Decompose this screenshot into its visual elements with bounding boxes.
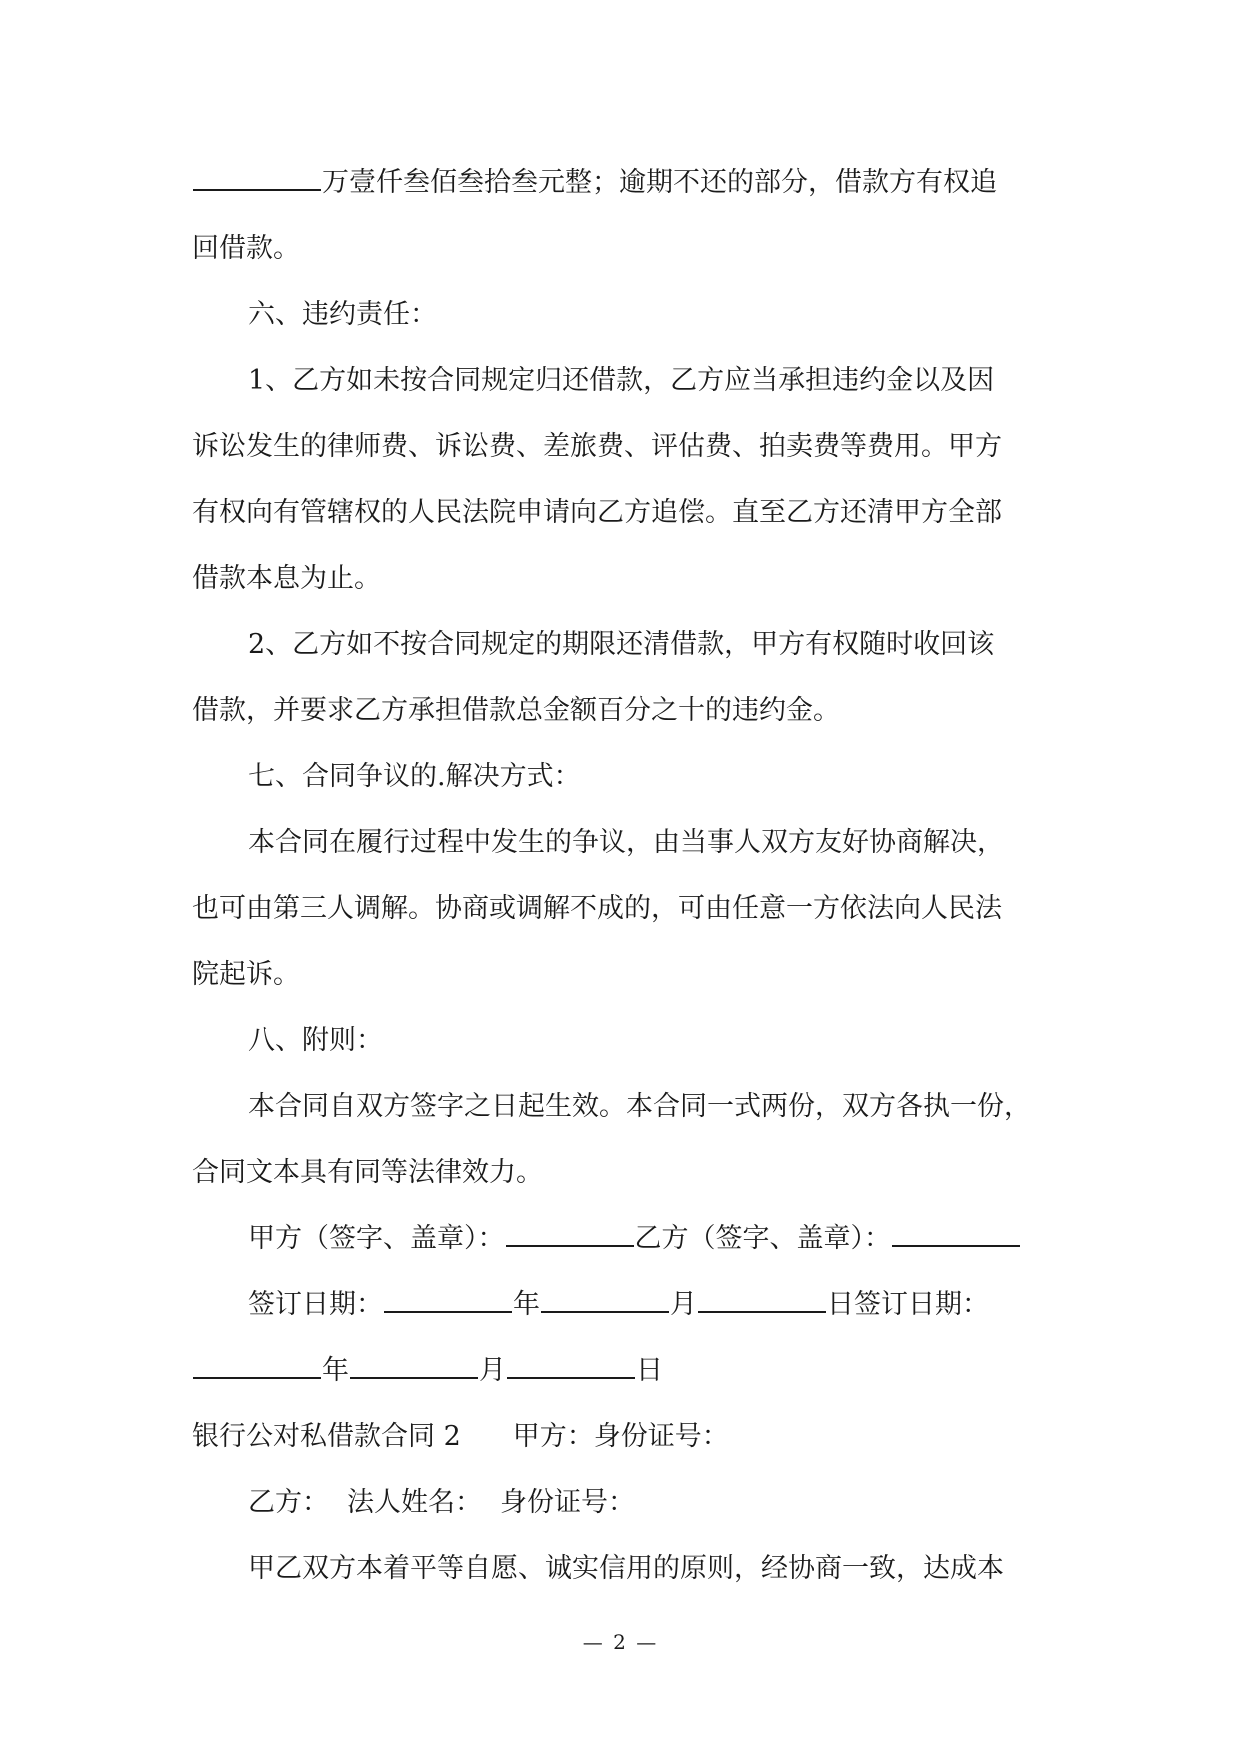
text-line: 有权向有管辖权的人民法院申请向乙方追偿。直至乙方还清甲方全部 <box>192 497 1002 528</box>
blank-underline <box>698 1310 826 1313</box>
text-line: 合同文本具有同等法律效力。 <box>192 1157 543 1188</box>
text-line: 也可由第三人调解。协商或调解不成的，可由任意一方依法向人民法 <box>192 893 1002 924</box>
blank-underline <box>350 1376 478 1379</box>
section-heading: 六、违约责任： <box>248 299 437 330</box>
text-line: 本合同自双方签字之日起生效。本合同一式两份，双方各执一份， <box>248 1091 1031 1122</box>
blank-underline <box>506 1244 634 1247</box>
signature-line: 甲方（签字、盖章）： 乙方（签字、盖章）： <box>192 1206 1062 1272</box>
blank-underline <box>193 188 321 191</box>
text-line: 万壹仟叁佰叁拾叁元整；逾期不还的部分，借款方有权追 <box>192 150 1062 216</box>
section-heading: 八、附则： <box>248 1025 383 1056</box>
text-line: 借款本息为止。 <box>192 563 381 594</box>
blank-underline <box>892 1244 1020 1247</box>
contract-title: 银行公对私借款合同 2 <box>192 1421 461 1452</box>
text-line: 回借款。 <box>192 233 300 264</box>
text-line: 借款，并要求乙方承担借款总金额百分之十的违约金。 <box>192 695 840 726</box>
blank-underline <box>384 1310 512 1313</box>
text-line: 2、乙方如不按合同规定的期限还清借款，甲方有权随时收回该 <box>248 629 995 660</box>
blank-underline <box>507 1376 635 1379</box>
signing-date-line: 签订日期： 年 月 日签订日期： <box>248 1289 989 1320</box>
party-b-line: 乙方： 法人姓名： 身份证号： <box>248 1487 635 1518</box>
text-line: 院起诉。 <box>192 959 300 990</box>
page-number: — 2 — <box>582 1630 659 1654</box>
document-body <box>192 150 1062 1602</box>
blank-underline <box>193 1376 321 1379</box>
signing-date-line: 年 月 日 <box>192 1338 1062 1404</box>
text-line: 甲乙双方本着平等自愿、诚实信用的原则，经协商一致，达成本 <box>248 1553 1004 1584</box>
contract-title-line: 银行公对私借款合同 2 甲方：身份证号： <box>192 1421 729 1452</box>
text-line: 诉讼发生的律师费、诉讼费、差旅费、评估费、拍卖费等费用。甲方 <box>192 431 1002 462</box>
text-line: 1、乙方如未按合同规定归还借款，乙方应当承担违约金以及因 <box>248 365 995 396</box>
section-heading: 七、合同争议的.解决方式： <box>248 761 581 792</box>
blank-underline <box>541 1310 669 1313</box>
text-line: 本合同在履行过程中发生的争议，由当事人双方友好协商解决， <box>248 827 1004 858</box>
